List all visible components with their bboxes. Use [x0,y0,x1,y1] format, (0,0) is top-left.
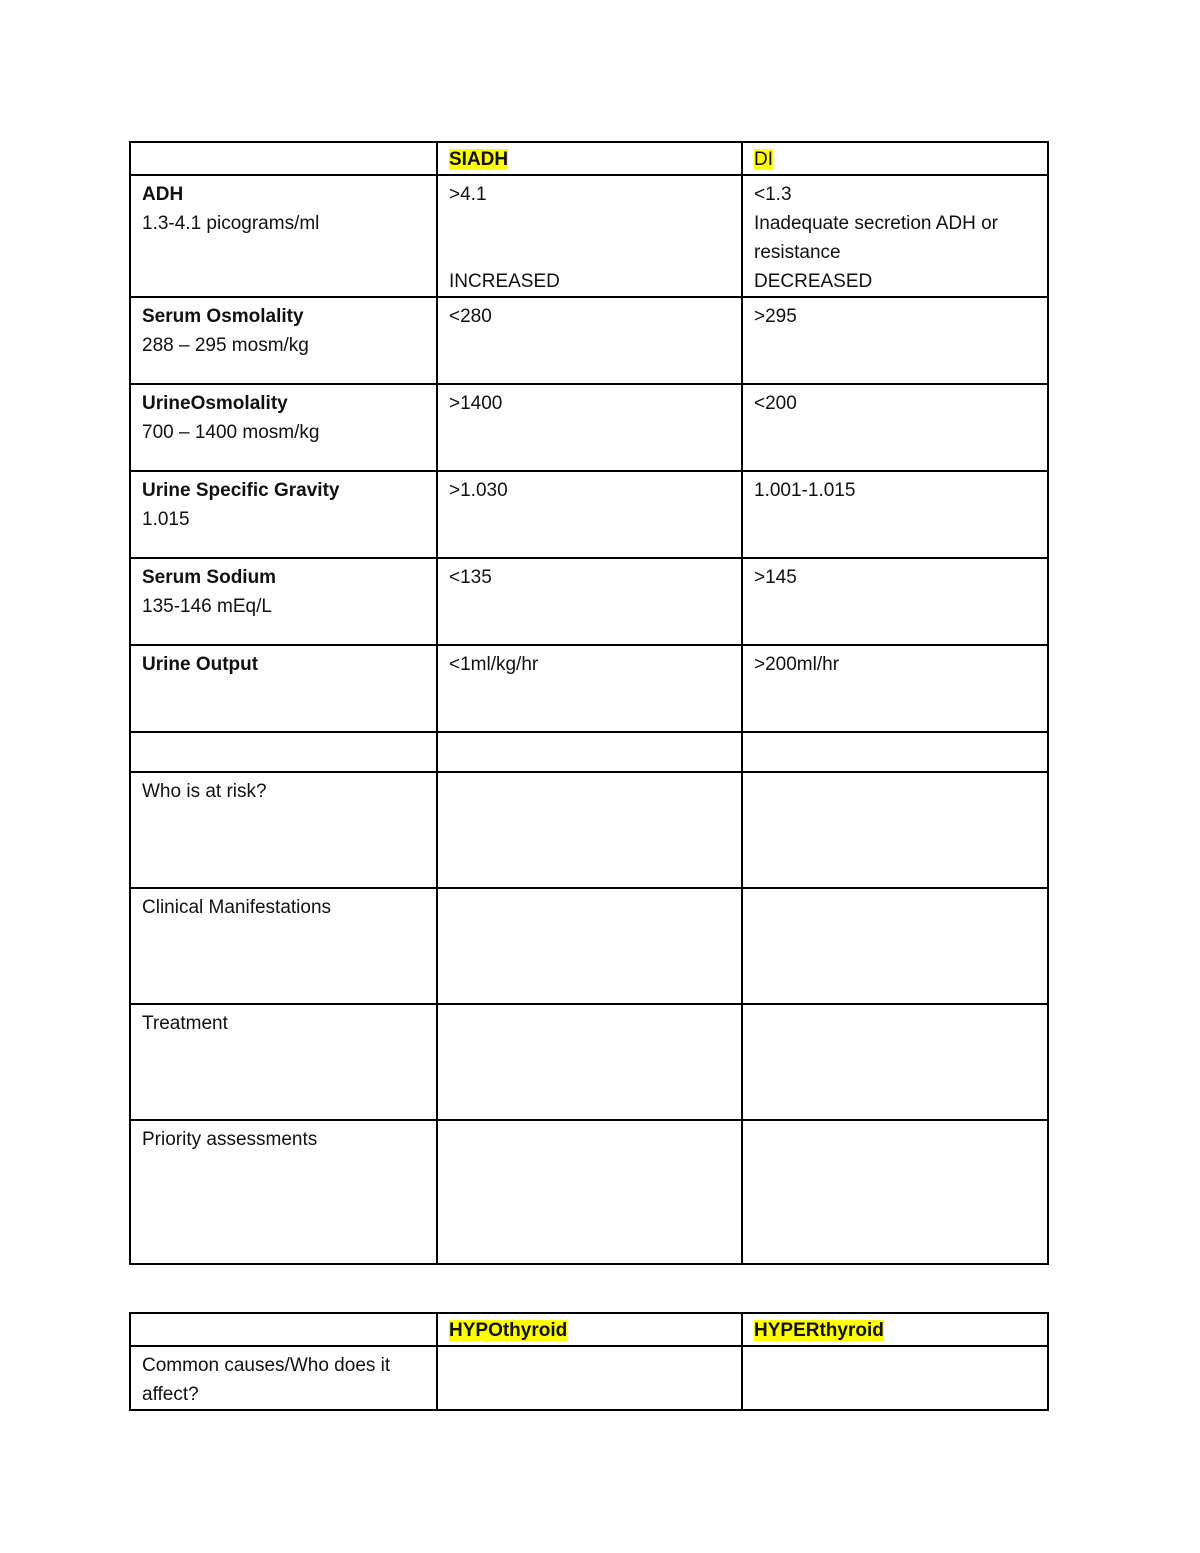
hypothyroid-value-cell [437,1346,742,1410]
siadh-value-cell [437,645,742,732]
table-row [130,1004,1048,1120]
row-normal-range: 700 – 1400 mosm/kg [142,422,320,443]
row-label: UrineOsmolality [142,393,288,414]
table-header-row [130,1313,1048,1346]
di-value-cell [742,772,1048,888]
row-label-cell [130,645,437,732]
siadh-di-table [129,141,1049,1265]
di-value: 1.001-1.015 [754,480,856,501]
row-label-cell [130,1004,437,1120]
header-di-cell [742,142,1048,175]
row-normal-range: 288 – 295 mosm/kg [142,335,309,356]
siadh-value-cell [437,175,742,297]
row-label-cell [130,1120,437,1264]
siadh-value-cell [437,384,742,471]
di-note: Inadequate secretion ADH or resistance [754,213,998,263]
header-hyperthyroid-label: HYPERthyroid [754,1320,884,1341]
row-label-cell [130,1346,437,1410]
di-value-cell [742,645,1048,732]
row-label: ADH [142,184,184,205]
row-label: Clinical Manifestations [142,897,332,918]
siadh-value-cell [437,471,742,558]
di-value-cell [742,384,1048,471]
di-value-cell [742,175,1048,297]
table-row [130,558,1048,645]
header-hypothyroid-label: HYPOthyroid [449,1320,568,1341]
row-label: Treatment [142,1013,228,1034]
siadh-value: >1.030 [449,480,508,501]
empty-cell [130,732,437,772]
siadh-value-cell [437,888,742,1004]
row-label: Serum Osmolality [142,306,304,327]
di-value-cell [742,471,1048,558]
table-row [130,772,1048,888]
siadh-value-cell [437,558,742,645]
siadh-value-cell [437,1120,742,1264]
header-di-label: DI [754,149,773,170]
di-value-cell [742,888,1048,1004]
row-normal-range: 1.3-4.1 picograms/ml [142,213,320,234]
di-value-cell [742,1120,1048,1264]
row-label-cell [130,175,437,297]
row-label-cell [130,888,437,1004]
siadh-trend: INCREASED [449,271,560,292]
table-row [130,645,1048,732]
row-label-cell [130,558,437,645]
header-hyperthyroid-cell [742,1313,1048,1346]
siadh-value: <1ml/kg/hr [449,654,539,675]
header-blank-cell [130,1313,437,1346]
di-value: >200ml/hr [754,654,840,675]
hyperthyroid-value-cell [742,1346,1048,1410]
di-trend: DECREASED [754,271,873,292]
row-label: Serum Sodium [142,567,277,588]
thyroid-table [129,1312,1049,1411]
di-value-cell [742,297,1048,384]
siadh-value: <135 [449,567,492,588]
di-value: <1.3 [754,184,792,205]
table-row [130,175,1048,297]
row-label: Urine Specific Gravity [142,480,340,501]
table-row [130,384,1048,471]
row-label-cell [130,384,437,471]
table-row [130,888,1048,1004]
table-row [130,471,1048,558]
header-hypothyroid-cell [437,1313,742,1346]
di-value: >145 [754,567,797,588]
table-row-empty [130,732,1048,772]
di-value: <200 [754,393,797,414]
header-siadh-cell [437,142,742,175]
table-row [130,1120,1048,1264]
header-siadh-label: SIADH [449,149,509,170]
row-label: Who is at risk? [142,781,267,802]
di-value-cell [742,558,1048,645]
empty-cell [742,732,1048,772]
siadh-value-cell [437,297,742,384]
siadh-value: >4.1 [449,184,487,205]
row-label-cell [130,297,437,384]
siadh-value: >1400 [449,393,503,414]
di-value-cell [742,1004,1048,1120]
row-normal-range: 135-146 mEq/L [142,596,272,617]
row-normal-range: 1.015 [142,509,190,530]
header-blank-cell [130,142,437,175]
table-row [130,297,1048,384]
table-header-row [130,142,1048,175]
row-label-cell [130,471,437,558]
table-row [130,1346,1048,1410]
empty-cell [437,732,742,772]
siadh-value: <280 [449,306,492,327]
siadh-value-cell [437,1004,742,1120]
di-value: >295 [754,306,797,327]
row-label: Urine Output [142,654,259,675]
row-label-cell [130,772,437,888]
siadh-value-cell [437,772,742,888]
row-label: Common causes/Who does it affect? [142,1355,391,1405]
row-label: Priority assessments [142,1129,318,1150]
